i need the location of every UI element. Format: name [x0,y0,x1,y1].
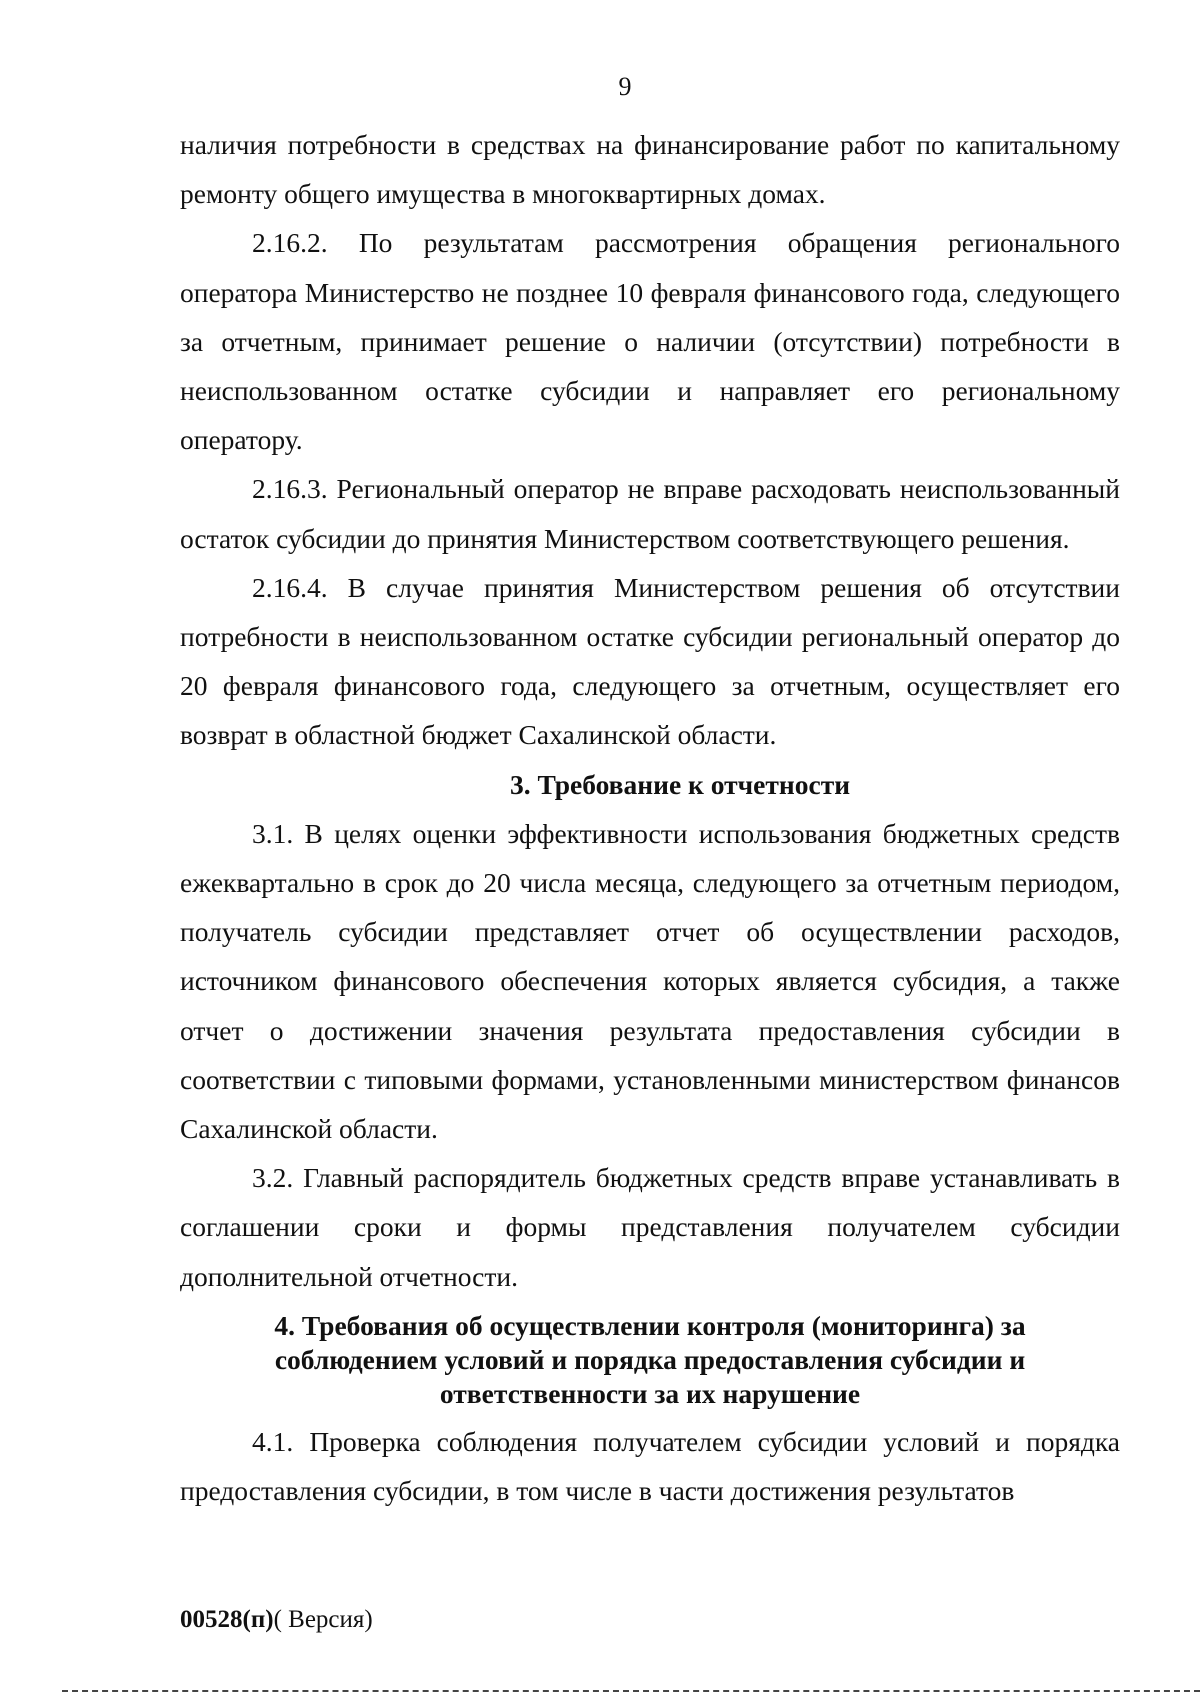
page-number: 9 [618,72,632,101]
bottom-divider [62,1690,1200,1692]
paragraph-3-2: 3.2. Главный распорядитель бюджетных средств вправе устанавливать в соглашении сроки и формы представления получателем субсидии дополнительной отчетности. [180,1162,1120,1292]
document-version: ( Версия) [273,1606,373,1633]
section-4-heading-line: ответственности за их нарушение [439,1377,861,1409]
paragraph-3-1: 3.1. В целях оценки эффективности использования бюджетных средств ежеквартально в срок до 20 числа месяца, следующего за отчетным периодом, получатель субсидии представляет отчет об осуществлении расходов, источником финансового обеспечения которых является субсидия, а также отчет о достижении значения результата предоставления субсидии в соответствии с типовыми формами, установленными министерством финансов Сахалинской области. [180,817,1120,1145]
document-body [180,120,1120,1515]
document-code: 00528(п) [180,1606,274,1633]
section-4-heading-line: соблюдением условий и порядка предоставления субсидии и [274,1343,1026,1375]
paragraph-4-1: 4.1. Проверка соблюдения получателем субсидии условий и порядка предоставления субсидии, в том числе в части достижения результатов [180,1425,1120,1507]
paragraph-2-16-2: 2.16.2. По результатам рассмотрения обращения регионального оператора Министерство не позднее 10 февраля финансового года, следующего за отчетным, принимает решение о наличии (отсутствии) потребности в неиспользованном остатке субсидии и направляет его региональному оператору. [180,227,1120,456]
document-footer [180,1606,373,1634]
paragraph-2-16-3: 2.16.3. Региональный оператор не вправе расходовать неиспользованный остаток субсидии до принятия Министерством соответствующего решения. [180,473,1120,554]
section-4-heading-line: 4. Требования об осуществлении контроля (мониторинга) за [274,1309,1026,1341]
section-3-heading: 3. Требование к отчетности [509,768,851,800]
section-4-heading [180,1301,1120,1417]
paragraph-2-16-4: 2.16.4. В случае принятия Министерством решения об отсутствии потребности в неиспользованном остатке субсидии региональный оператор до 20 февраля финансового года, следующего за отчетным, осуществляет его возврат в областной бюджет Сахалинской области. [180,571,1120,751]
paragraph-2-16-1-continuation: наличия потребности в средствах на финансирование работ по капитальному ремонту общего имущества в многоквартирных домах. [180,129,1120,210]
